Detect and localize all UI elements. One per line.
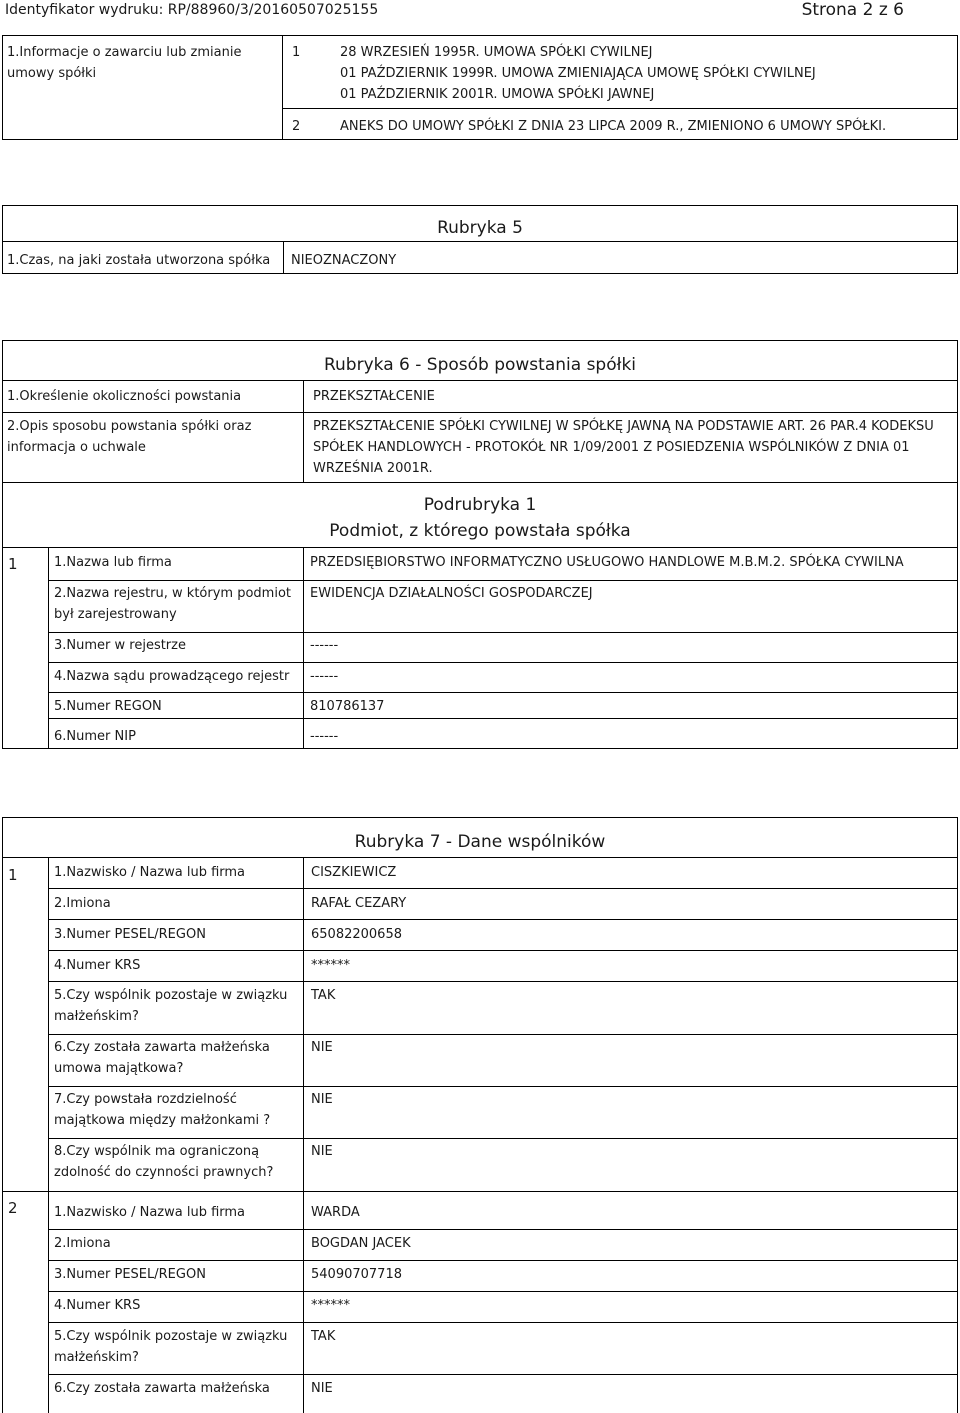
partner-field-value: CISZKIEWICZ xyxy=(311,865,397,880)
partner-field-value: 65082200658 xyxy=(311,927,402,942)
partner-field-value: NIE xyxy=(311,1092,333,1107)
contract-entry: 01 PAŹDZIERNIK 2001R. UMOWA SPÓŁKI JAWNEJ xyxy=(340,87,655,102)
section-rubryka-7 xyxy=(0,817,960,1413)
entity-field-label: 2.Nazwa rejestru, w którym podmiot xyxy=(54,586,291,601)
partner-field-label: 5.Czy wspólnik pozostaje w związku xyxy=(54,988,288,1003)
partner-field-label: zdolność do czynności prawnych? xyxy=(54,1165,274,1180)
partner-field-label: 2.Imiona xyxy=(54,896,111,911)
partner-field-label: 6.Czy została zawarta małżeńska xyxy=(54,1381,270,1396)
partner-field-value: TAK xyxy=(311,988,336,1003)
partner-field-label: majątkowa między małżonkami ? xyxy=(54,1113,271,1128)
origin-description-label: informacja o uchwale xyxy=(7,440,146,455)
entity-field-value: ------ xyxy=(310,669,339,684)
duration-value: NIEOZNACZONY xyxy=(291,253,397,268)
rubryka-7-title: Rubryka 7 - Dane wspólników xyxy=(354,832,606,852)
partner-field-value: 54090707718 xyxy=(311,1267,402,1282)
partner-field-label: 1.Nazwisko / Nazwa lub firma xyxy=(54,1205,246,1220)
partner-field-value: RAFAŁ CEZARY xyxy=(311,896,407,911)
section-rubryka-6 xyxy=(0,340,960,752)
entity-field-value: EWIDENCJA DZIAŁALNOŚCI GOSPODARCZEJ xyxy=(310,586,593,601)
section-rubryka-5 xyxy=(0,200,960,280)
partner-field-label: 8.Czy wspólnik ma ograniczoną xyxy=(54,1144,260,1159)
origin-circumstance-label: 1.Określenie okoliczności powstania xyxy=(7,389,242,404)
partner-field-value: BOGDAN JACEK xyxy=(311,1236,411,1251)
contract-entry: 28 WRZESIEŃ 1995R. UMOWA SPÓŁKI CYWILNEJ xyxy=(340,45,653,60)
contract-entry: ANEKS DO UMOWY SPÓŁKI Z DNIA 23 LIPCA 2009 R., ZMIENIONO 6 UMOWY SPÓŁKI. xyxy=(340,119,887,134)
duration-label: 1.Czas, na jaki została utworzona spółka xyxy=(7,253,271,268)
section-contract-info xyxy=(0,0,960,140)
podrubryka-title: Podrubryka 1 xyxy=(423,495,537,515)
entity-field-label: 3.Numer w rejestrze xyxy=(54,638,186,653)
origin-description-label: 2.Opis sposobu powstania spółki oraz xyxy=(7,419,252,434)
entity-field-label: 4.Nazwa sądu prowadzącego rejestr xyxy=(54,669,290,684)
origin-description-value: SPÓŁEK HANDLOWYCH - PROTOKÓŁ NR 1/09/2001 Z POSIEDZENIA WSPÓLNIKÓW Z DNIA 01 xyxy=(313,440,910,455)
partner-number: 2 xyxy=(8,1199,18,1217)
page-number: Strona 2 z 6 xyxy=(801,0,904,20)
origin-circumstance-value: PRZEKSZTAŁCENIE xyxy=(313,389,435,404)
origin-description-value: PRZEKSZTAŁCENIE SPÓŁKI CYWILNEJ W SPÓŁKĘ JAWNĄ NA PODSTAWIE ART. 26 PAR.4 KODEKSU xyxy=(313,419,934,434)
partner-field-label: 5.Czy wspólnik pozostaje w związku xyxy=(54,1329,288,1344)
row-number: 2 xyxy=(292,119,301,134)
entity-field-value: ------ xyxy=(310,729,339,744)
partner-field-label: małżeńskim? xyxy=(54,1009,139,1024)
entity-field-label: 1.Nazwa lub firma xyxy=(54,555,172,570)
partner-field-value: NIE xyxy=(311,1144,333,1159)
entity-field-label: był zarejestrowany xyxy=(54,607,177,622)
partner-number: 1 xyxy=(8,866,18,884)
partner-field-label: umowa majątkowa? xyxy=(54,1061,184,1076)
print-identifier: Identyfikator wydruku: RP/88960/3/20160507025155 xyxy=(5,2,379,18)
partner-field-label: 3.Numer PESEL/REGON xyxy=(54,927,206,942)
rubryka-5-title: Rubryka 5 xyxy=(437,218,523,238)
entity-number: 1 xyxy=(8,555,18,573)
podrubryka-subtitle: Podmiot, z którego powstała spółka xyxy=(329,521,631,541)
row-number: 1 xyxy=(292,45,301,60)
origin-description-value: WRZEŚNIA 2001R. xyxy=(313,461,433,476)
partner-field-label: 1.Nazwisko / Nazwa lub firma xyxy=(54,865,246,880)
entity-field-value: PRZEDSIĘBIORSTWO INFORMATYCZNO USŁUGOWO HANDLOWE M.B.M.2. SPÓŁKA CYWILNA xyxy=(310,555,904,570)
partner-field-label: 4.Numer KRS xyxy=(54,958,141,973)
partner-field-value: ****** xyxy=(311,958,350,973)
contract-info-label: umowy spółki xyxy=(7,66,97,81)
entity-field-value: 810786137 xyxy=(310,699,385,714)
partner-field-label: 7.Czy powstała rozdzielność xyxy=(54,1092,237,1107)
partner-field-label: 6.Czy została zawarta małżeńska xyxy=(54,1040,270,1055)
partner-field-value: TAK xyxy=(311,1329,336,1344)
entity-field-label: 6.Numer NIP xyxy=(54,729,136,744)
partner-field-label: 3.Numer PESEL/REGON xyxy=(54,1267,206,1282)
partner-field-label: małżeńskim? xyxy=(54,1350,139,1365)
partner-field-value: NIE xyxy=(311,1381,333,1396)
partner-field-value: NIE xyxy=(311,1040,333,1055)
contract-info-label: 1.Informacje o zawarciu lub zmianie xyxy=(7,45,242,60)
partner-field-value: ****** xyxy=(311,1298,350,1313)
entity-field-value: ------ xyxy=(310,638,339,653)
partner-field-value: WARDA xyxy=(311,1205,360,1220)
contract-entry: 01 PAŹDZIERNIK 1999R. UMOWA ZMIENIAJĄCA UMOWĘ SPÓŁKI CYWILNEJ xyxy=(340,66,816,81)
rubryka-6-title: Rubryka 6 - Sposób powstania spółki xyxy=(323,355,637,375)
partner-field-label: 2.Imiona xyxy=(54,1236,111,1251)
partner-field-label: 4.Numer KRS xyxy=(54,1298,141,1313)
entity-field-label: 5.Numer REGON xyxy=(54,699,162,714)
